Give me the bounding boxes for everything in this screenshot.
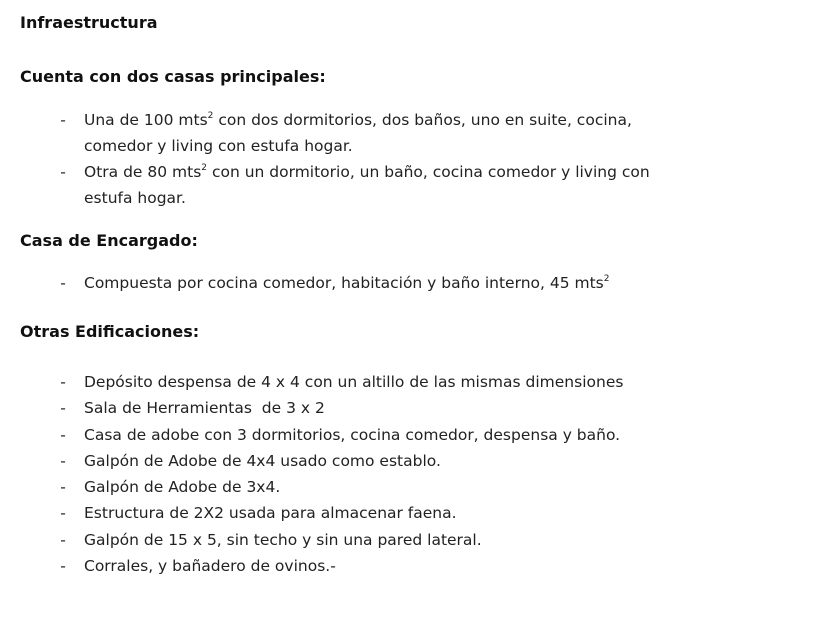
bullet-dash: - xyxy=(60,504,66,523)
list-item-text: Estructura de 2X2 usada para almacenar faena. xyxy=(84,504,457,523)
superscript: 2 xyxy=(201,163,208,173)
list-item xyxy=(20,527,820,553)
bullet-dash: - xyxy=(60,451,66,470)
bullet-dash: - xyxy=(60,274,66,292)
list-item xyxy=(20,553,820,579)
list-item-text: Galpón de 15 x 5, sin techo y sin una pared lateral. xyxy=(84,530,482,549)
section-heading-casas-principales: Cuenta con dos casas principales: xyxy=(20,67,326,86)
list-item-text: con un dormitorio, un baño, cocina comedor y living con xyxy=(207,163,650,181)
list-item xyxy=(20,159,820,211)
bullet-dash: - xyxy=(60,557,66,576)
list-item-text: Una de 100 mts xyxy=(84,111,208,129)
list-item-text: Corrales, y bañadero de ovinos.- xyxy=(84,557,336,576)
bullet-dash: - xyxy=(60,478,66,497)
list-item-text: Depósito despensa de 4 x 4 con un altillo de las mismas dimensiones xyxy=(84,373,624,391)
list-item-line xyxy=(84,107,820,133)
list-item xyxy=(20,422,820,448)
list-item-text: con dos dormitorios, dos baños, uno en suite, cocina, xyxy=(213,111,632,129)
bullet-dash: - xyxy=(60,111,66,129)
list-item-line: comedor y living con estufa hogar. xyxy=(84,137,353,155)
list-item-text: Sala de Herramientas de 3 x 2 xyxy=(84,399,325,418)
list-item-text: Otra de 80 mts xyxy=(84,163,202,181)
section-heading-casa-encargado: Casa de Encargado: xyxy=(20,231,198,250)
superscript: 2 xyxy=(603,274,610,284)
list-item xyxy=(20,270,820,296)
list-item xyxy=(20,369,820,395)
bullet-dash: - xyxy=(60,425,66,444)
list-item xyxy=(20,448,820,474)
list-item xyxy=(20,107,820,159)
bullet-dash: - xyxy=(60,373,66,391)
list-item xyxy=(20,395,820,421)
list-item xyxy=(20,474,820,500)
list-item-line xyxy=(84,159,820,185)
list-item-text: Compuesta por cocina comedor, habitación y baño interno, 45 mts xyxy=(84,274,604,292)
list-item-line xyxy=(84,270,820,296)
bullet-dash: - xyxy=(60,399,66,418)
list-item-line: estufa hogar. xyxy=(84,189,186,207)
section-heading-otras-edificaciones: Otras Edificaciones: xyxy=(20,322,200,341)
list-item-text: Casa de adobe con 3 dormitorios, cocina comedor, despensa y baño. xyxy=(84,425,621,444)
casa-encargado-list xyxy=(20,270,820,296)
otras-edificaciones-list xyxy=(20,369,820,579)
superscript: 2 xyxy=(207,111,214,121)
list-item-text: Galpón de Adobe de 4x4 usado como establo. xyxy=(84,451,441,470)
document-title: Infraestructura xyxy=(20,13,158,32)
document-body xyxy=(20,12,820,579)
casas-principales-list xyxy=(20,107,820,211)
bullet-dash: - xyxy=(60,530,66,549)
list-item-text: Galpón de Adobe de 3x4. xyxy=(84,478,281,497)
bullet-dash: - xyxy=(60,163,66,181)
list-item xyxy=(20,500,820,526)
